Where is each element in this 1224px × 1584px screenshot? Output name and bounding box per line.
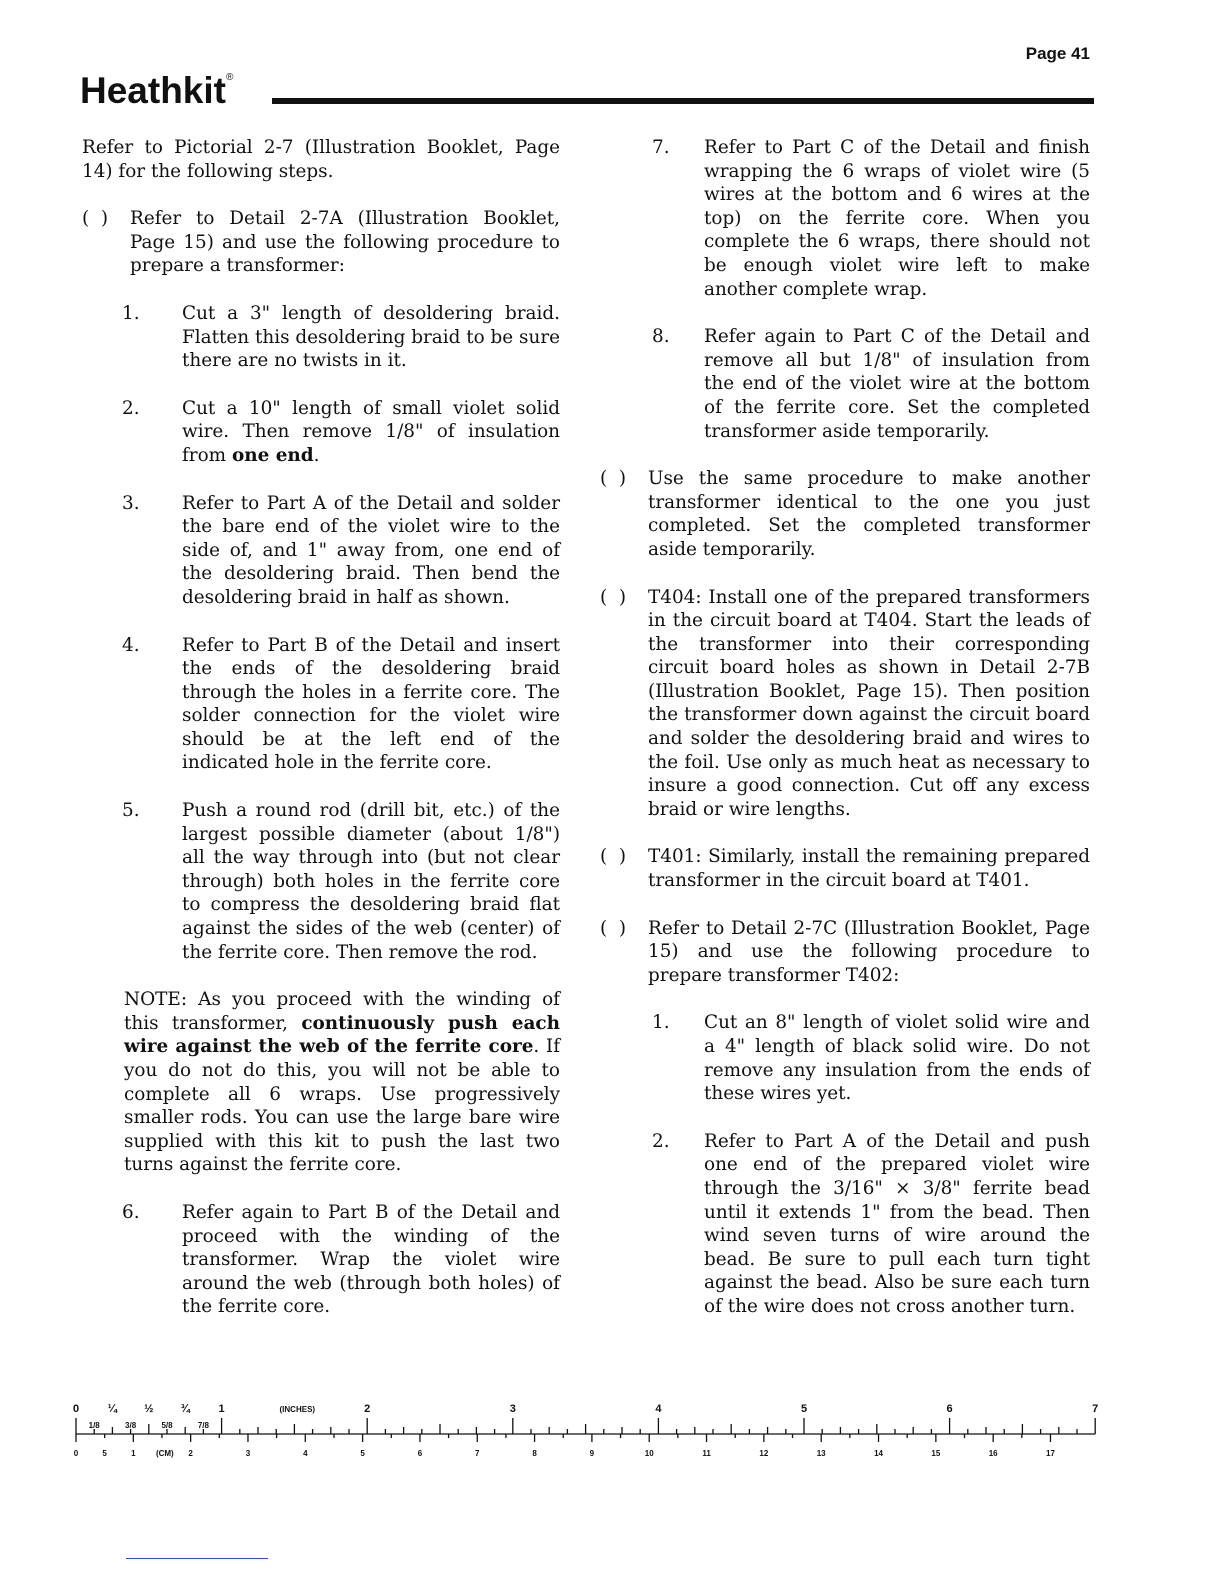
step-list <box>652 1011 1090 1318</box>
cm-label: 6 <box>417 1449 423 1458</box>
cm-label: 9 <box>589 1449 595 1458</box>
ruler-ticks <box>76 1418 1095 1442</box>
inch-label: ¼ <box>107 1403 117 1415</box>
step-item <box>122 492 560 610</box>
checklist-item <box>600 917 1090 988</box>
checkbox-marker: ( ) <box>82 208 109 230</box>
checkbox-marker: ( ) <box>600 586 627 608</box>
cm-label: 1 <box>131 1449 136 1458</box>
step-number: 2. <box>122 397 140 419</box>
inch-label: 6 <box>946 1403 953 1415</box>
step-list <box>122 302 560 964</box>
cm-label: 5 <box>360 1449 365 1458</box>
cm-label: 4 <box>303 1449 308 1458</box>
note-text-end: . If you do not do this, you will not be able to complete all 6 wraps. Use progressively smaller rods. You can use the large bare wire supplied with this kit to push the last two turns against the ferrite core. <box>124 1036 561 1176</box>
cm-label: 16 <box>988 1449 998 1458</box>
winding-note <box>124 988 560 1177</box>
step-number: 6. <box>122 1201 140 1223</box>
inch-label: 7 <box>1092 1403 1099 1415</box>
inch-label: 0 <box>72 1403 80 1415</box>
cm-label: 5 <box>102 1449 107 1458</box>
step-text-part: Cut a 10" length of small violet solid wire. Then remove 1/8" of insulation from <box>182 397 560 466</box>
step-number: 1. <box>122 302 140 324</box>
intro-paragraph: Refer to Pictorial 2-7 (Illustration Booklet, Page 14) for the following steps. <box>82 137 560 182</box>
step-item <box>652 1130 1090 1319</box>
step-item <box>122 799 560 964</box>
step-text: Refer to Part A of the Detail and solder the bare end of the violet wire to the side of, and 1" away from, one end of the desoldering braid. Then bend the desoldering braid in half as shown. <box>182 492 560 608</box>
note-bold: continuously push each wire against the web of the ferrite core <box>124 1012 560 1058</box>
cm-label: 13 <box>816 1449 826 1458</box>
step-text <box>182 397 560 468</box>
step-list <box>652 136 1090 443</box>
step-item <box>122 1201 560 1319</box>
inches-caption: (INCHES) <box>279 1405 316 1414</box>
step-number: 8. <box>652 326 670 348</box>
page-number: Page 41 <box>1025 44 1090 63</box>
note-text: NOTE: As you proceed with the winding of this transformer, <box>124 989 560 1034</box>
cm-label: 2 <box>188 1449 193 1458</box>
step-text: Refer again to Part C of the Detail and remove all but 1/8" of insulation from the end of the violet wire at the bottom of the ferrite core. Set the completed transformer aside temporarily. <box>704 326 1090 442</box>
inch-label: ½ <box>144 1403 154 1415</box>
step-text-end: . <box>313 444 320 466</box>
step-item <box>122 302 560 373</box>
header-rule <box>272 98 1094 104</box>
cm-label: 10 <box>644 1449 654 1458</box>
cm-label: 0 <box>73 1449 79 1458</box>
step-text: Push a round rod (drill bit, etc.) of the largest possible diameter (about 1/8") all the way through into (but not clear through) both holes in the ferrite core to compress the desoldering braid flat against the sides of the web (center) of the ferrite core. Then remove the rod. <box>182 800 560 963</box>
checklist-text: Refer to Detail 2-7C (Illustration Booklet, Page 15) and use the following procedure to prepare transformer T402: <box>648 917 1090 986</box>
step-number: 4. <box>122 634 140 656</box>
step-item <box>652 325 1090 443</box>
step-text: Cut a 3" length of desoldering braid. Flatten this desoldering braid to be sure there are no twists in it. <box>182 302 560 372</box>
checkbox-marker: ( ) <box>600 846 627 868</box>
step-item <box>652 1011 1090 1105</box>
step-number: 3. <box>122 492 140 514</box>
checklist-text: Use the same procedure to make another transformer identical to the one you just completed. Set the completed transformer aside temporarily. <box>648 468 1090 560</box>
checklist-text: T404: Install one of the prepared transformers in the circuit board at T404. Start the leads of the transformer into their corresponding circuit board holes as shown in Detail 2-7B (Illustration Booklet, Page 15). Then position the transformer down against the circuit board and solder the desoldering braid and wires to the foil. Use only as much heat as necessary to insure a good connection. Cut off any excess braid or wire lengths. <box>648 586 1090 820</box>
cm-label: 15 <box>931 1449 941 1458</box>
step-item <box>652 136 1090 301</box>
cm-label: 7 <box>475 1449 480 1458</box>
step-number: 2. <box>652 1130 670 1152</box>
checkbox-marker: ( ) <box>600 468 627 490</box>
cm-label: 11 <box>702 1449 711 1458</box>
brand-name: Heathkit <box>80 70 226 111</box>
fraction-label: 7/8 <box>197 1421 209 1430</box>
step-item <box>122 634 560 776</box>
fraction-label: 3/8 <box>125 1421 137 1430</box>
cm-label: 17 <box>1046 1449 1055 1458</box>
checklist-item <box>600 467 1090 561</box>
step-item <box>122 397 560 468</box>
measuring-ruler <box>72 1398 1102 1468</box>
step-number: 7. <box>652 137 670 158</box>
step-text-bold: one end <box>231 444 314 466</box>
brand-logo <box>80 70 233 112</box>
step-number: 5. <box>122 800 140 822</box>
checklist-text: T401: Similarly, install the remaining prepared transformer in the circuit board at T401. <box>648 846 1090 892</box>
step-list <box>122 1201 560 1319</box>
inch-label: 2 <box>364 1403 371 1415</box>
step-text: Cut an 8" length of violet solid wire and a 4" length of black solid wire. Do not remove any insulation from the ends of these wires yet. <box>704 1012 1090 1105</box>
checklist-text: Refer to Detail 2-7A (Illustration Booklet, Page 15) and use the following procedure to prepare a transformer: <box>130 208 560 277</box>
step-text: Refer to Part C of the Detail and finish wrapping the 6 wraps of violet wire (5 wires at the bottom and 6 wires at the top) on the ferrite core. When you complete the 6 wraps, there should not be enough violet wire left to make another complete wrap. <box>704 137 1090 300</box>
checkbox-marker: ( ) <box>600 917 627 939</box>
cm-label: 3 <box>245 1449 251 1458</box>
registered-mark: ® <box>225 72 234 83</box>
inch-label: 1 <box>218 1403 225 1415</box>
step-text: Refer to Part A of the Detail and push one end of the prepared violet wire through the 3/16" × 3/8" ferrite bead until it extends 1" from the bead. Then wind seven turns of wire around the bead. Be sure to pull each turn tight against the bead. Also be sure each turn of the wire does not cross another turn. <box>704 1130 1090 1317</box>
right-column <box>600 136 1090 1343</box>
cm-caption: (CM) <box>155 1449 174 1458</box>
inch-label: ¾ <box>180 1403 190 1415</box>
left-column <box>82 136 560 1343</box>
inch-label: 5 <box>800 1403 808 1415</box>
inch-label: 4 <box>655 1403 662 1415</box>
cm-label: 14 <box>874 1449 883 1458</box>
step-text: Refer to Part B of the Detail and insert the ends of the desoldering braid through the holes in a ferrite core. The solder connection for the violet wire should be at the left end of the indicated hole in the ferrite core. <box>182 634 560 774</box>
fraction-label: 5/8 <box>161 1421 173 1430</box>
footer-line <box>126 1558 268 1559</box>
step-text: Refer again to Part B of the Detail and proceed with the winding of the transformer. Wrap the violet wire around the web (through both holes) of the ferrite core. <box>182 1201 560 1318</box>
cm-label: 12 <box>759 1449 769 1458</box>
fraction-label: 1/8 <box>88 1421 100 1430</box>
inch-label: 3 <box>509 1403 516 1415</box>
checklist-item <box>82 207 560 278</box>
cm-label: 8 <box>532 1449 537 1458</box>
checklist-item <box>600 586 1090 822</box>
step-number: 1. <box>652 1012 670 1034</box>
checklist-item <box>600 845 1090 892</box>
